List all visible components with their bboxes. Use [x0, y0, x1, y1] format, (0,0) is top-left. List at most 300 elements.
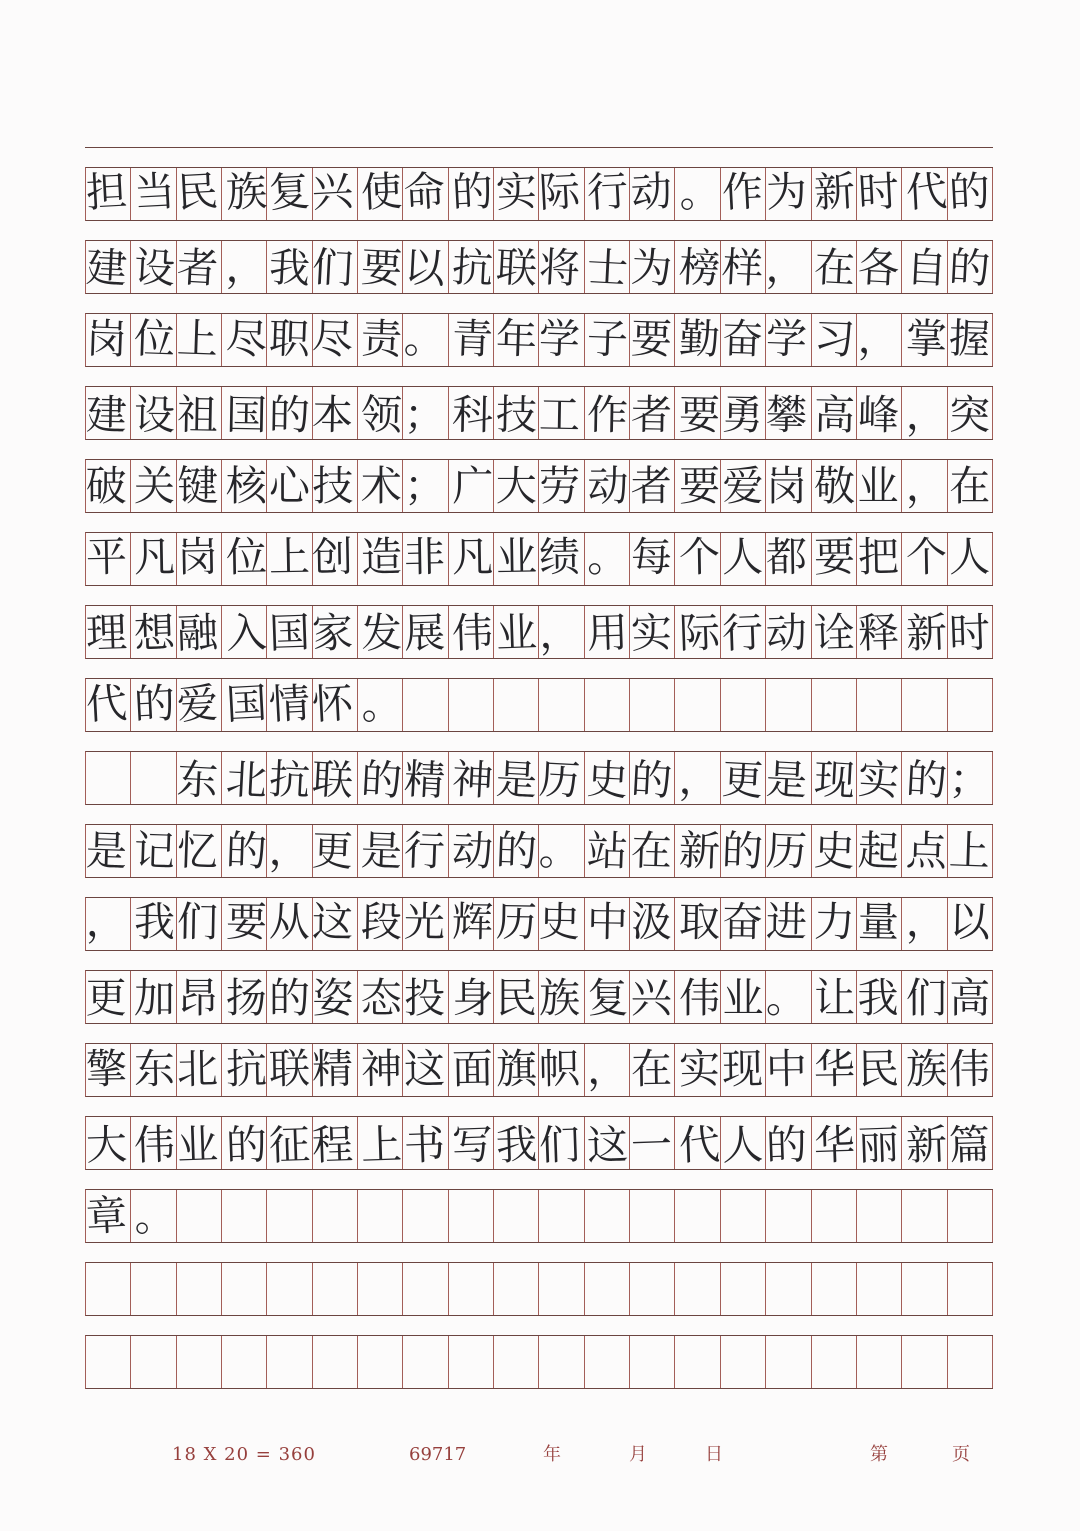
grid-cell: [313, 1263, 358, 1315]
grid-cell: [449, 1336, 494, 1388]
grid-cell: [222, 825, 267, 877]
handwritten-char: 加: [134, 973, 176, 1022]
handwritten-char: 历: [765, 825, 808, 876]
grid-cell: [766, 971, 811, 1023]
grid-row: [85, 386, 993, 440]
grid-cell: [358, 1336, 403, 1388]
grid-cell: [267, 460, 312, 512]
handwritten-char: 新: [678, 825, 721, 876]
handwritten-char: 工: [538, 390, 581, 439]
grid-cell: [131, 168, 176, 220]
handwritten-char: 国: [224, 678, 268, 729]
handwritten-char: 设: [132, 242, 177, 293]
grid-cell: [585, 168, 630, 220]
handwritten-char: 扬: [225, 973, 267, 1022]
handwritten-char: 国: [268, 607, 311, 658]
grid-cell: [675, 1044, 720, 1096]
grid-row: [85, 313, 993, 367]
handwritten-char: 士: [586, 242, 630, 293]
grid-cell: [86, 971, 131, 1023]
grid-cell: [222, 1044, 267, 1096]
handwritten-char: 新: [812, 166, 857, 217]
handwritten-char: 代: [904, 166, 949, 217]
handwritten-char: 北: [224, 754, 268, 805]
grid-cell: [403, 314, 448, 366]
grid-cell: [539, 971, 584, 1023]
grid-cell: [403, 387, 448, 439]
grid-cell: [721, 971, 766, 1023]
handwritten-char: 心: [269, 461, 311, 510]
handwritten-char: ，: [764, 242, 809, 293]
grid-cell: [358, 752, 403, 804]
handwritten-char: ，: [905, 461, 947, 510]
grid-cell: [267, 679, 312, 731]
grid-cell: [403, 533, 448, 585]
handwritten-char: 高: [949, 973, 991, 1022]
handwritten-char: 祖: [176, 390, 219, 439]
grid-cell: [948, 971, 993, 1023]
handwritten-char: 东: [176, 754, 220, 805]
grid-cell: [630, 460, 675, 512]
grid-cell: [857, 679, 902, 731]
grid-cell: [494, 168, 539, 220]
handwritten-char: 上: [948, 825, 992, 876]
grid-cell: [812, 168, 857, 220]
handwritten-char: 昂: [177, 973, 219, 1022]
grid-cell: [585, 460, 630, 512]
grid-cell: [177, 898, 222, 950]
handwritten-char: 自: [904, 242, 949, 293]
handwritten-char: 北: [176, 1044, 219, 1093]
grid-cell: [494, 1044, 539, 1096]
grid-cell: [766, 898, 811, 950]
grid-cell: [449, 898, 494, 950]
grid-cell: [267, 314, 312, 366]
grid-cell: [630, 387, 675, 439]
grid-cell: [313, 387, 358, 439]
grid-cell: [403, 168, 448, 220]
handwritten-char: 时: [856, 166, 900, 217]
grid-cell: [494, 241, 539, 293]
handwritten-char: 设: [133, 390, 176, 439]
handwritten-char: 神: [360, 1044, 403, 1093]
row-spacing-band: [85, 1170, 993, 1189]
grid-cell: [313, 606, 358, 658]
handwritten-char: 力: [813, 897, 856, 946]
handwritten-char: 怀: [311, 678, 355, 729]
handwritten-char: 入: [224, 607, 268, 658]
handwritten-char: 业: [494, 607, 538, 658]
grid-cell: [494, 387, 539, 439]
grid-cell: [630, 168, 675, 220]
grid-cell: [177, 971, 222, 1023]
grid-cell: [313, 1336, 358, 1388]
handwritten-char: 伟: [451, 607, 495, 658]
handwritten-char: 面: [451, 1044, 494, 1093]
grid-cell: [358, 241, 403, 293]
handwritten-char: 每: [630, 532, 673, 581]
handwritten-char: 的: [764, 1119, 808, 1170]
grid-cell: [86, 898, 131, 950]
grid-cell: [86, 679, 131, 731]
handwritten-char: 实: [494, 166, 538, 217]
grid-cell: [721, 387, 766, 439]
handwritten-char: 诠: [813, 607, 856, 658]
handwritten-char: 是: [764, 754, 809, 805]
handwritten-char: ；: [404, 461, 446, 510]
row-spacing-band: [85, 659, 993, 678]
grid-cell: [494, 825, 539, 877]
handwritten-char: 技: [495, 390, 538, 439]
grid-cell: [902, 1190, 947, 1242]
grid-cell: [539, 1190, 584, 1242]
grid-cell: [948, 168, 993, 220]
grid-cell: [86, 1117, 131, 1169]
grid-cell: [267, 1044, 312, 1096]
grid-cell: [812, 1190, 857, 1242]
row-spacing-band: [85, 732, 993, 751]
grid-cell: [494, 679, 539, 731]
row-spacing-band: [85, 586, 993, 605]
handwritten-char: 联: [311, 754, 355, 805]
handwritten-char: 大: [495, 461, 537, 510]
handwritten-char: 担: [84, 166, 128, 217]
grid-cell: [267, 1336, 312, 1388]
grid-cell: [86, 387, 131, 439]
handwritten-char: 记: [133, 825, 176, 876]
grid-cell: [449, 1263, 494, 1315]
handwritten-char: 个: [678, 532, 721, 581]
grid-cell: [721, 460, 766, 512]
grid-cell: [675, 825, 720, 877]
handwritten-char: ，: [587, 1044, 629, 1093]
handwritten-char: 抗: [267, 754, 312, 805]
grid-cell: [358, 971, 403, 1023]
grid-cell: [721, 168, 766, 220]
handwritten-char: 神: [451, 754, 495, 805]
grid-cell: [86, 1044, 131, 1096]
handwritten-char: 破: [85, 461, 127, 510]
handwritten-char: 握: [948, 313, 992, 364]
grid-cell: [267, 1263, 312, 1315]
handwritten-char: 在: [629, 825, 673, 876]
handwritten-char: 族: [224, 166, 268, 217]
grid-cell: [721, 752, 766, 804]
grid-cell: [403, 1190, 448, 1242]
handwritten-char: 关: [134, 461, 176, 510]
grid-row: [85, 1116, 993, 1170]
grid-cell: [131, 606, 176, 658]
handwritten-char: 青: [451, 313, 495, 364]
handwritten-char: 奋: [721, 313, 765, 364]
handwritten-char: 是: [84, 825, 128, 876]
grid-cell: [403, 1263, 448, 1315]
handwritten-char: 当: [132, 166, 177, 217]
handwritten-char: 历: [537, 754, 582, 805]
grid-cell: [358, 825, 403, 877]
grid-cell: [222, 1117, 267, 1169]
handwritten-char: 的: [721, 825, 765, 876]
grid-row: [85, 824, 993, 878]
grid-cell: [313, 825, 358, 877]
handwritten-char: 征: [268, 1119, 311, 1170]
handwritten-char: 创: [311, 532, 354, 581]
grid-cell: [267, 1117, 312, 1169]
grid-cell: [267, 898, 312, 950]
grid-cell: [948, 825, 993, 877]
handwritten-char: 发: [359, 607, 403, 658]
handwritten-char: 。: [403, 313, 446, 364]
grid-cell: [630, 825, 675, 877]
handwritten-char: 岗: [176, 532, 219, 581]
grid-cell: [131, 1263, 176, 1315]
grid-cell: [948, 460, 993, 512]
grid-cell: [449, 1190, 494, 1242]
grid-cell: [222, 241, 267, 293]
grid-cell: [721, 679, 766, 731]
grid-cell: [177, 241, 222, 293]
grid-cell: [630, 1117, 675, 1169]
grid-cell: [948, 1044, 993, 1096]
handwritten-char: 起: [856, 825, 900, 876]
handwritten-char: 动: [629, 166, 673, 217]
handwritten-char: 的: [947, 166, 992, 217]
grid-cell: [177, 387, 222, 439]
grid-row: [85, 897, 993, 951]
grid-cell: [630, 752, 675, 804]
grid-cell: [222, 168, 267, 220]
grid-cell: [630, 1336, 675, 1388]
grid-cell: [902, 752, 947, 804]
handwritten-char: 。: [538, 825, 581, 876]
grid-cell: [857, 1044, 902, 1096]
grid-cell: [902, 387, 947, 439]
grid-cell: [948, 898, 993, 950]
grid-cell: [494, 1336, 539, 1388]
handwritten-char: 融: [176, 607, 220, 658]
grid-cell: [449, 1117, 494, 1169]
grid-cell: [675, 168, 720, 220]
handwritten-char: 段: [360, 897, 403, 946]
handwritten-char: 在: [812, 242, 857, 293]
grid-cell: [902, 460, 947, 512]
footer-form-code: 69717: [409, 1444, 467, 1465]
grid-cell: [539, 1044, 584, 1096]
handwritten-char: 学: [765, 313, 808, 364]
grid-cell: [358, 898, 403, 950]
grid-cell: [766, 533, 811, 585]
grid-cell: [177, 1190, 222, 1242]
handwritten-char: 的: [904, 754, 949, 805]
grid-cell: [86, 241, 131, 293]
grid-cell: [313, 1117, 358, 1169]
grid-cell: [403, 752, 448, 804]
grid-cell: [812, 752, 857, 804]
grid-cell: [675, 679, 720, 731]
grid-cell: [812, 241, 857, 293]
grid-cell: [675, 752, 720, 804]
grid-cell: [449, 387, 494, 439]
grid-cell: [812, 825, 857, 877]
grid-cell: [721, 1263, 766, 1315]
grid-cell: [313, 898, 358, 950]
grid-cell: [948, 606, 993, 658]
handwritten-char: 凡: [133, 532, 176, 581]
grid-cell: [267, 168, 312, 220]
handwritten-char: ，: [905, 390, 948, 439]
grid-cell: [313, 168, 358, 220]
handwritten-char: 现: [812, 754, 857, 805]
handwritten-char: 领: [360, 390, 403, 439]
handwritten-char: 勤: [678, 313, 721, 364]
grid-cell: [812, 1117, 857, 1169]
handwritten-char: 年: [494, 313, 538, 364]
handwritten-char: 写: [451, 1119, 495, 1170]
grid-cell: [766, 752, 811, 804]
grid-cell: [539, 825, 584, 877]
handwritten-char: 精: [402, 754, 447, 805]
grid-cell: [585, 1044, 630, 1096]
handwritten-char: 实: [856, 754, 900, 805]
grid-cell: [86, 533, 131, 585]
handwritten-char: 位: [133, 313, 176, 364]
handwritten-char: ，: [905, 897, 948, 946]
grid-cell: [585, 606, 630, 658]
grid-cell: [313, 752, 358, 804]
grid-cell: [177, 1044, 222, 1096]
grid-cell: [812, 679, 857, 731]
grid-cell: [766, 606, 811, 658]
grid-cell: [539, 168, 584, 220]
handwritten-char: 投: [404, 973, 446, 1022]
grid-cell: [585, 1336, 630, 1388]
grid-cell: [766, 460, 811, 512]
grid-cell: [403, 898, 448, 950]
handwritten-char: 书: [403, 1119, 446, 1170]
grid-cell: [403, 606, 448, 658]
handwritten-char: 行: [586, 166, 630, 217]
row-spacing-band: [85, 294, 993, 313]
row-spacing-band: [85, 1024, 993, 1043]
handwritten-char: 旗: [495, 1044, 538, 1093]
grid-cell: [902, 898, 947, 950]
handwritten-char: 伟: [679, 973, 721, 1022]
grid-cell: [902, 1044, 947, 1096]
handwritten-char: 展: [403, 607, 446, 658]
grid-cell: [539, 241, 584, 293]
grid-cell: [177, 1336, 222, 1388]
grid-cell: [313, 314, 358, 366]
grid-cell: [630, 679, 675, 731]
grid-cell: [267, 606, 312, 658]
grid-cell: [86, 825, 131, 877]
grid-cell: [902, 533, 947, 585]
grid-cell: [585, 825, 630, 877]
handwritten-char: 我: [267, 242, 312, 293]
handwritten-char: 岗: [765, 461, 807, 510]
grid-cell: [222, 460, 267, 512]
handwritten-char: 上: [268, 532, 311, 581]
grid-row: [85, 605, 993, 659]
handwritten-char: 们: [905, 973, 947, 1022]
grid-cell: [86, 460, 131, 512]
grid-cell: [857, 1336, 902, 1388]
handwritten-char: 。: [132, 1190, 177, 1241]
grid-cell: [857, 387, 902, 439]
grid-cell: [539, 752, 584, 804]
grid-row: [85, 970, 993, 1024]
grid-cell: [449, 679, 494, 731]
grid-cell: [812, 1044, 857, 1096]
row-spacing-band: [85, 805, 993, 824]
handwritten-char: 人: [721, 1119, 765, 1170]
handwritten-char: 爱: [722, 461, 764, 510]
grid-cell: [766, 1044, 811, 1096]
handwritten-char: 复: [587, 973, 629, 1022]
grid-cell: [403, 1336, 448, 1388]
grid-cell: [766, 1336, 811, 1388]
handwritten-char: 责: [359, 313, 403, 364]
grid-cell: [857, 241, 902, 293]
grid-cell: [857, 1117, 902, 1169]
grid-cell: [358, 1263, 403, 1315]
handwritten-char: 为: [629, 242, 674, 293]
footer-page-suffix-label: 页: [952, 1444, 970, 1465]
handwritten-char: 在: [949, 461, 991, 510]
grid-row: [85, 240, 993, 294]
grid-cell: [721, 241, 766, 293]
handwritten-char: 辉: [452, 897, 494, 946]
grid-cell: [585, 752, 630, 804]
handwritten-char: 。: [359, 678, 403, 729]
grid-cell: [494, 314, 539, 366]
grid-cell: [675, 971, 720, 1023]
composition-grid: [85, 147, 993, 1389]
handwritten-char: 绩: [538, 532, 581, 581]
row-spacing-band: [85, 147, 993, 167]
handwritten-char: 的: [494, 825, 538, 876]
handwritten-char: 造: [360, 532, 403, 581]
grid-cell: [630, 533, 675, 585]
grid-cell: [812, 606, 857, 658]
handwritten-char: 职: [268, 313, 311, 364]
handwritten-char: 上: [359, 1119, 403, 1170]
grid-cell: [902, 1336, 947, 1388]
grid-cell: [766, 314, 811, 366]
grid-row: [85, 751, 993, 805]
grid-cell: [812, 971, 857, 1023]
grid-cell: [766, 168, 811, 220]
grid-cell: [222, 1336, 267, 1388]
grid-cell: [86, 168, 131, 220]
grid-cell: [539, 387, 584, 439]
handwritten-char: 人: [722, 532, 764, 581]
handwritten-char: 以: [948, 897, 991, 946]
grid-cell: [358, 314, 403, 366]
handwritten-char: 民: [176, 166, 220, 217]
grid-cell: [857, 752, 902, 804]
grid-cell: [721, 314, 766, 366]
handwritten-char: 际: [678, 607, 721, 658]
grid-cell: [630, 241, 675, 293]
grid-cell: [675, 1263, 720, 1315]
handwritten-char: 是: [359, 825, 403, 876]
grid-cell: [948, 752, 993, 804]
grid-cell: [177, 1263, 222, 1315]
grid-cell: [358, 679, 403, 731]
handwritten-char: 章: [84, 1190, 128, 1241]
grid-cell: [177, 825, 222, 877]
